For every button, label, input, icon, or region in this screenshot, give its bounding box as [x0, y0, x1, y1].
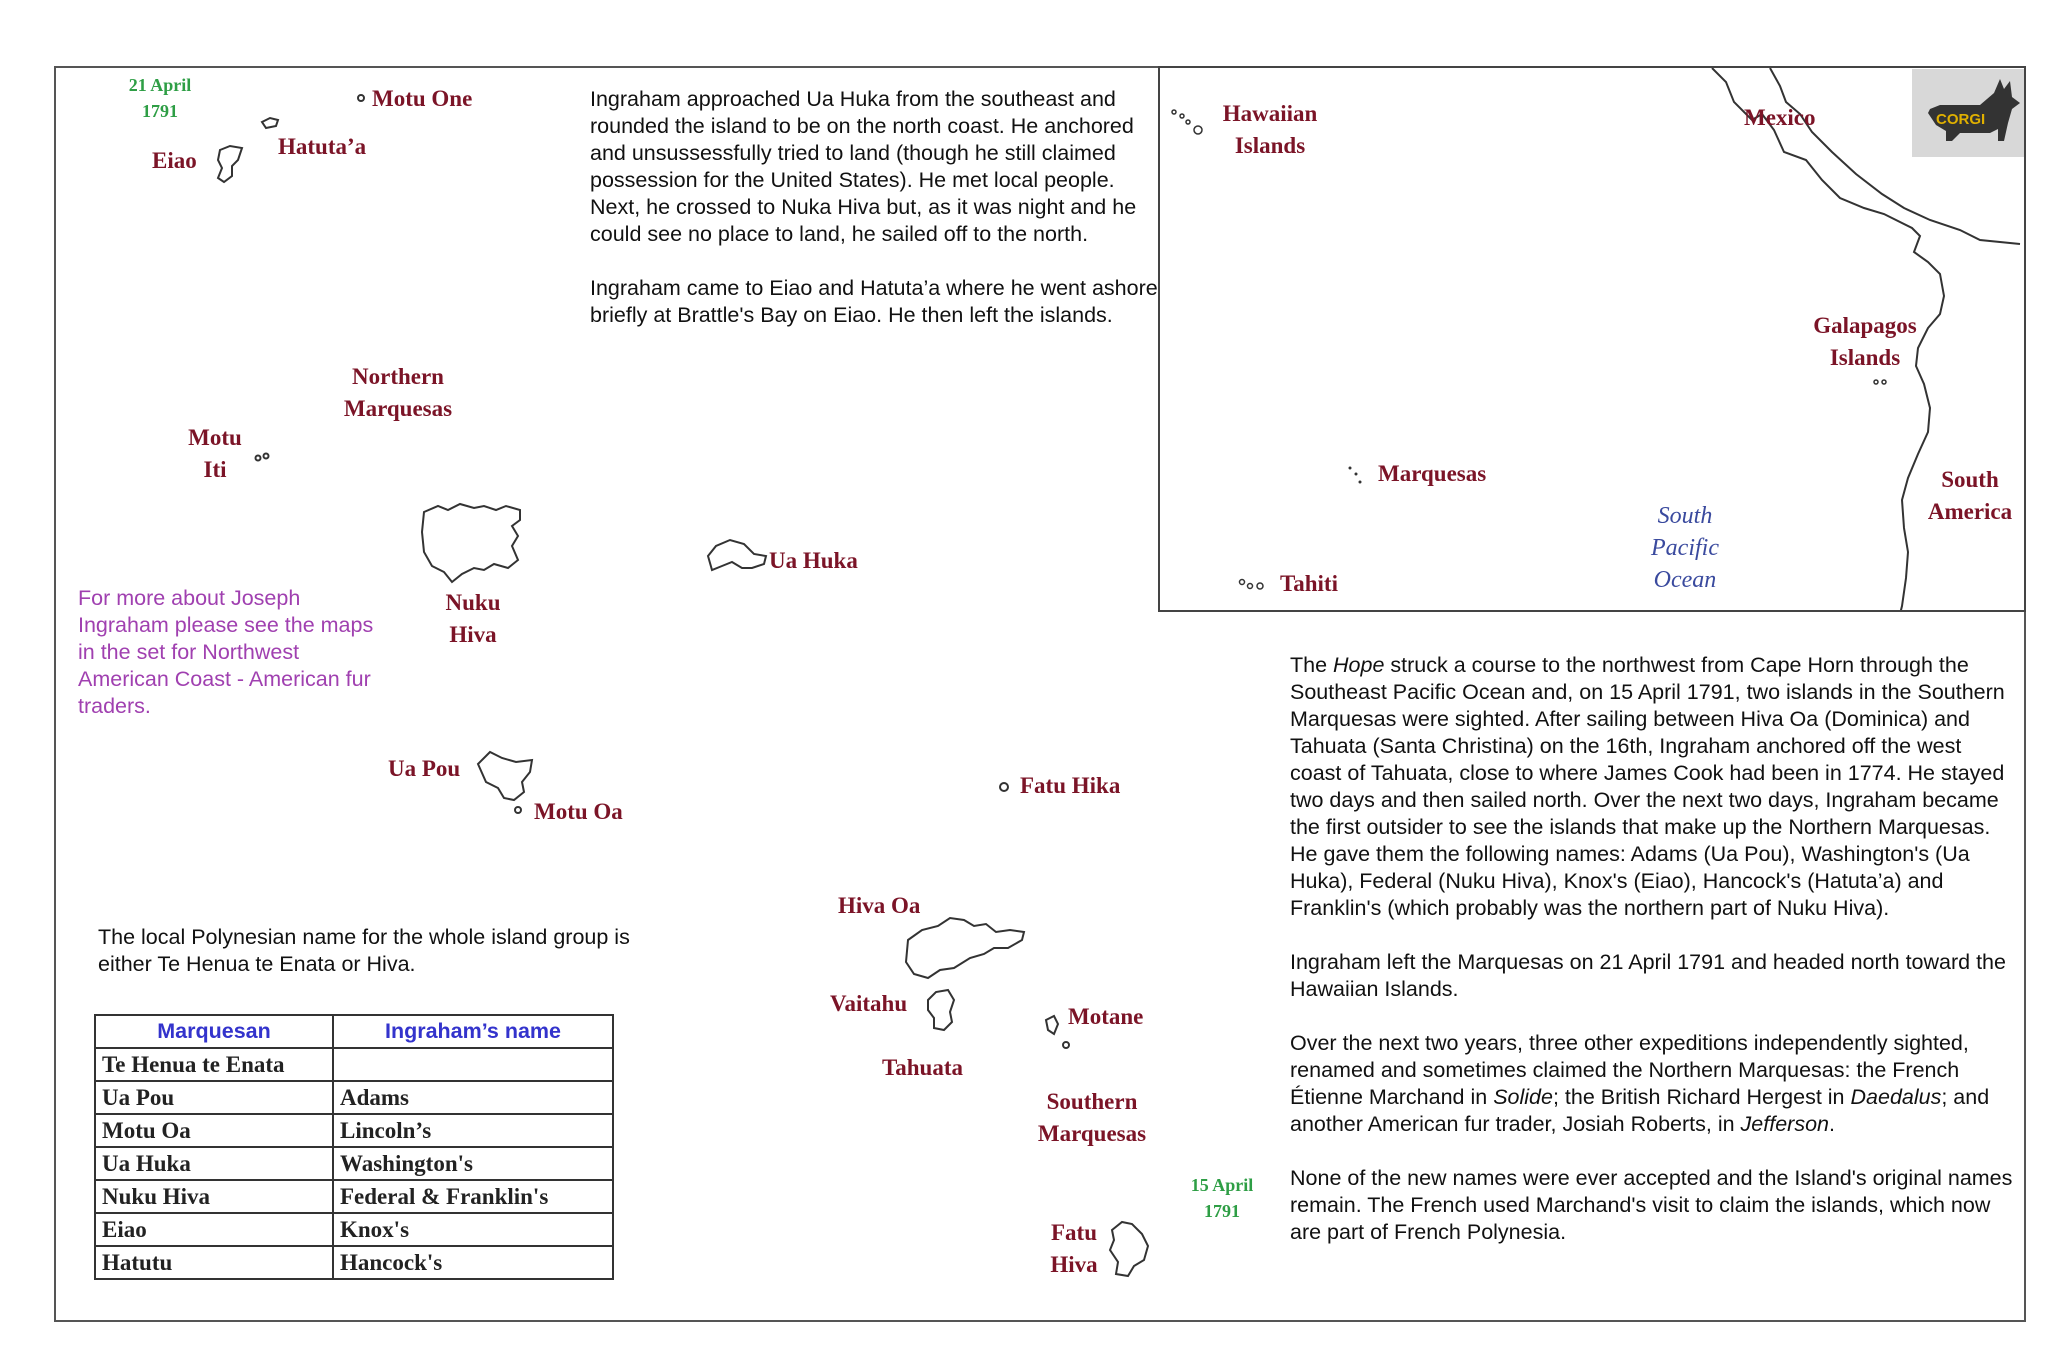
hawaii-island-4: [1194, 126, 1202, 134]
label-hatutaa: Hatuta’a: [278, 134, 367, 159]
table-cell: Eiao: [95, 1213, 333, 1246]
label-hawaiian-islands: [1210, 98, 1330, 162]
label-line: Marquesas: [1037, 1121, 1147, 1146]
label-motu-one: Motu One: [372, 86, 473, 111]
label-south-pacific-ocean: [1630, 500, 1740, 596]
label-fatu-hika: Fatu Hika: [1020, 773, 1121, 798]
names-table: [94, 1014, 614, 1280]
label-tahiti: Tahiti: [1280, 571, 1338, 596]
motu-oa-island: [515, 807, 521, 813]
eiao-island: [218, 146, 242, 182]
label-hiva-oa: Hiva Oa: [838, 893, 921, 918]
table-cell: Ua Huka: [95, 1147, 333, 1180]
text-span: The: [1290, 653, 1334, 677]
hawaii-island-2: [1180, 114, 1184, 118]
tahuata-island: [928, 990, 954, 1030]
galapagos-island: [1882, 380, 1886, 384]
table-cell: Motu Oa: [95, 1114, 333, 1147]
label-nuku-hiva: [423, 587, 523, 651]
narrative-paragraph: Ingraham came to Eiao and Hatuta’a where he went ashore briefly at Brattle's Bay on Eiao. He then left the islands.: [590, 276, 1158, 327]
label-southern-marquesas: [1022, 1086, 1162, 1150]
table-cell: Knox's: [333, 1213, 613, 1246]
ua-pou-island: [478, 752, 532, 800]
label-fatu-hiva: [1034, 1217, 1114, 1281]
label-motane: Motane: [1068, 1004, 1144, 1029]
nuku-hiva-island: [422, 504, 520, 582]
label-motu-iti: [170, 422, 260, 486]
label-line: Islands: [1234, 133, 1306, 158]
main-narrative: [1290, 652, 2016, 1246]
label-line: Pacific: [1651, 535, 1719, 561]
date-day-label: 15 April: [1190, 1175, 1254, 1195]
fatu-hiva-island: [1110, 1222, 1148, 1276]
narrative-paragraph: None of the new names were ever accepted and the Island's original names remain. The French used Marchand's visit to claim the islands, which now are part of French Polynesia.: [1290, 1166, 2013, 1244]
label-line: Hiva: [1050, 1252, 1098, 1277]
ua-huka-narrative: [590, 86, 1160, 329]
motane-islet: [1063, 1042, 1069, 1048]
table-row: [95, 1213, 613, 1246]
text-span: ; the British Richard Hergest in: [1552, 1085, 1851, 1109]
label-line: Motu: [188, 425, 242, 450]
date-year-label: 1791: [142, 101, 178, 121]
table-row: [95, 1081, 613, 1114]
label-vaitahu: Vaitahu: [830, 991, 908, 1016]
label-galapagos-islands: [1800, 310, 1930, 374]
table-cell: Te Henua te Enata: [95, 1048, 333, 1081]
label-line: Nuku: [445, 590, 501, 615]
label-motu-oa: Motu Oa: [534, 799, 623, 824]
label-tahuata: Tahuata: [882, 1055, 963, 1080]
label-line: Hawaiian: [1222, 101, 1318, 126]
column-header-marquesan: Marquesan: [95, 1015, 333, 1048]
tahiti-island: [1257, 583, 1263, 589]
label-line: America: [1927, 499, 2013, 524]
label-line: Marquesas: [343, 396, 453, 421]
table-cell: Federal & Franklin's: [333, 1180, 613, 1213]
motu-iti-islet-2: [264, 454, 269, 459]
text-span: Over the next two years, three other expeditions independently sighted, renamed and sometimes claimed the Northern Marquesas: the French Étienne Marchand in: [1290, 1031, 1969, 1109]
label-northern-marquesas: [328, 361, 468, 425]
corgi-silhouette: [1928, 79, 2020, 141]
fatu-hika-island: [1000, 783, 1008, 791]
tahiti-island: [1240, 580, 1245, 585]
label-eiao: Eiao: [152, 148, 197, 173]
label-line: Northern: [352, 364, 444, 389]
table-row: [95, 1048, 613, 1081]
galapagos-island: [1874, 380, 1878, 384]
ship-name: Solide: [1493, 1085, 1553, 1109]
table-row: [95, 1180, 613, 1213]
ua-huka-island: [708, 540, 766, 570]
table-cell: Lincoln’s: [333, 1114, 613, 1147]
table-cell: Washington's: [333, 1147, 613, 1180]
label-south-america: [1920, 464, 2020, 528]
table-row: [95, 1147, 613, 1180]
hiva-oa-island: [906, 918, 1024, 978]
more-info-note: For more about Joseph Ingraham please see the maps in the set for Northwest American Coast - American fur traders.: [78, 586, 374, 718]
text-span: .: [1828, 1112, 1835, 1136]
label-line: Hiva: [449, 622, 497, 647]
ship-name: Hope: [1333, 653, 1385, 677]
marquesas-dot: [1349, 467, 1352, 470]
narrative-paragraph: Ingraham left the Marquesas on 21 April 1791 and headed north toward the Hawaiian Islands.: [1290, 950, 2006, 1001]
corgi-logo: [1912, 69, 2024, 157]
table-cell: Hancock's: [333, 1246, 613, 1279]
column-header-ingraham-name: Ingraham’s name: [333, 1015, 613, 1048]
label-line: Islands: [1829, 345, 1901, 370]
label-ua-pou: Ua Pou: [388, 756, 461, 781]
polynesian-name-note: The local Polynesian name for the whole island group is either Te Henua te Enata or Hiva.: [98, 925, 630, 976]
hatutaa-island: [262, 118, 278, 128]
motu-one-island: [358, 95, 364, 101]
label-line: South: [1657, 503, 1713, 529]
table-cell: Adams: [333, 1081, 613, 1114]
marquesas-dot: [1359, 481, 1362, 484]
label-mexico: Mexico: [1744, 105, 1816, 130]
label-line: Fatu: [1051, 1220, 1097, 1245]
text-span: struck a course to the northwest from Cape Horn through the Southeast Pacific Ocean and, on 15 April 1791, two islands in the Southern Marquesas were sighted. After sailing between Hiva Oa (Dominica) and Tahuata (Santa Christina) on the 16th, Ingraham anchored off the west coast of Tahuata, close to where James Cook had been in 1774. He stayed two days and then sailed north. Over the next two days, Ingraham became the first outsider to see the islands that make up the Northern Marquesas. He gave them the following names: Adams (Ua Pou), Washington's (Ua Huka), Federal (Nuku Hiva), Knox's (Eiao), Hancock's (Hatuta’a) and Franklin's (which probably was the northern part of Nuku Hiva).: [1290, 653, 2005, 920]
tahiti-island: [1248, 584, 1253, 589]
table-header-row: [95, 1015, 613, 1048]
label-line: Ocean: [1653, 567, 1717, 593]
narrative-paragraph: Ingraham approached Ua Huka from the southeast and rounded the island to be on the north coast. He anchored and unsussessfully tried to land (though he still claimed possession for the United States). He met local people. Next, he crossed to Nuka Hiva but, as it was night and he could see no place to land, he sailed off to the north.: [590, 87, 1137, 246]
inset-map: [1158, 66, 2026, 612]
label-line: Iti: [203, 457, 227, 482]
ship-name: Jefferson: [1740, 1112, 1829, 1136]
label-ua-huka: Ua Huka: [769, 548, 858, 573]
table-row: [95, 1246, 613, 1279]
date-year-label: 1791: [1204, 1201, 1240, 1221]
table-cell: Ua Pou: [95, 1081, 333, 1114]
text-span: ; and another American fur trader, Josiah Roberts, in: [1290, 1085, 1990, 1136]
logo-text: CORGI: [1936, 111, 1986, 128]
table-cell: Hatutu: [95, 1246, 333, 1279]
table-cell: [333, 1048, 613, 1081]
label-line: Southern: [1046, 1089, 1138, 1114]
label-line: Galapagos: [1813, 313, 1917, 338]
marquesas-dot: [1355, 473, 1358, 476]
table-cell: Nuku Hiva: [95, 1180, 333, 1213]
hawaii-island-1: [1172, 110, 1176, 114]
narrative-paragraph: [1290, 652, 2016, 922]
narrative-paragraph: [1290, 1030, 2016, 1138]
label-line: South: [1941, 467, 1999, 492]
table-row: [95, 1114, 613, 1147]
motane-island: [1046, 1016, 1058, 1034]
label-marquesas: Marquesas: [1378, 461, 1487, 486]
hawaii-island-3: [1186, 120, 1190, 124]
ship-name: Daedalus: [1850, 1085, 1942, 1109]
date-day-label: 21 April: [128, 75, 192, 95]
